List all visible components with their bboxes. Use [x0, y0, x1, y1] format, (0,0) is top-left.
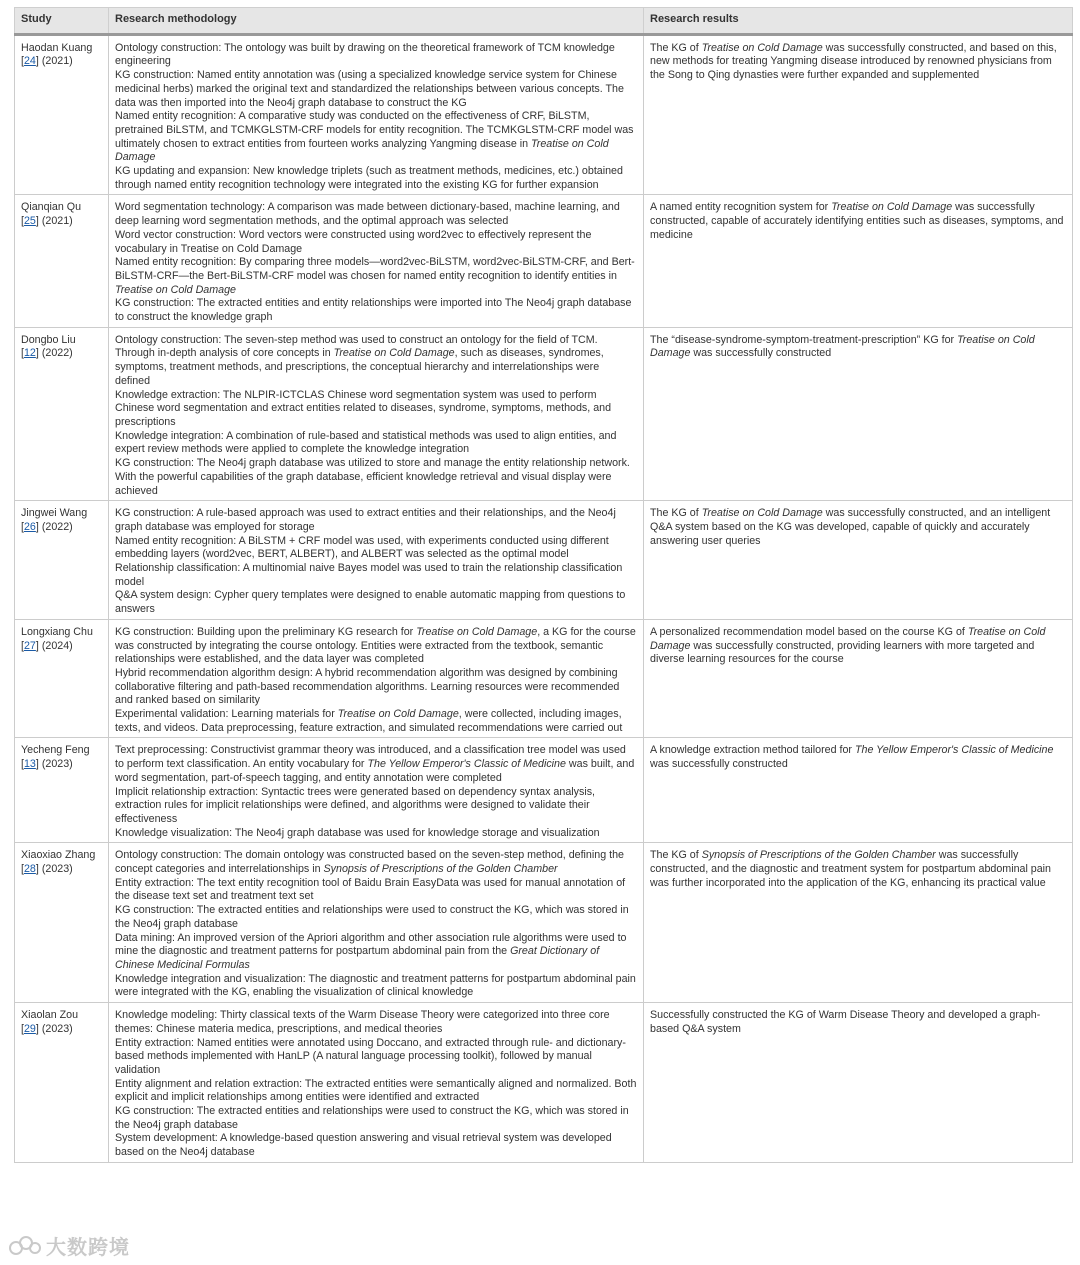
- methodology-item: [115, 1105, 637, 1132]
- text-segment: Relationship classification: A multinomial naive Bayes model was used to train the relationship classification model: [115, 562, 623, 588]
- text-segment: System development: A knowledge-based question answering and visual retrieval system was developed based on the Neo4j database: [115, 1132, 612, 1159]
- table-row: [15, 501, 1073, 620]
- methodology-cell: [109, 501, 644, 620]
- study-year: (2021): [41, 55, 73, 68]
- text-segment: Entity alignment and relation extraction: The extracted entities were semantically aligned and normalized. Both explicit and implicit relationships among entities were identified and extracted: [115, 1077, 637, 1104]
- methodology-item: [115, 744, 637, 785]
- text-segment: KG construction: The extracted entities and entity relationships were imported into The Neo4j graph database to construct the knowledge graph: [115, 297, 632, 324]
- text-segment: , were collected, including images, texts, and videos. Data preprocessing, feature extraction, and simulated recommendations were carried out: [115, 708, 623, 734]
- results-text: [650, 334, 1066, 361]
- ref-bracket-close: ]: [35, 758, 42, 771]
- methodology-item: [115, 535, 637, 562]
- ref-bracket-open: [: [21, 520, 24, 533]
- italic-title: Treatise on Cold Damage: [115, 283, 236, 296]
- methodology-item: [115, 165, 637, 192]
- methodology-item: [115, 827, 637, 841]
- table-row: [15, 34, 1073, 195]
- watermark: [8, 1231, 130, 1260]
- author-name: Yecheng Feng: [21, 744, 90, 757]
- text-segment: The “disease-syndrome-symptom-treatment-prescription” KG for: [650, 333, 958, 346]
- results-cell: [644, 843, 1073, 1003]
- results-text: [650, 507, 1066, 548]
- results-cell: [644, 195, 1073, 327]
- ref-bracket-open: [: [21, 1022, 24, 1035]
- author-name: Jingwei Wang: [21, 507, 88, 520]
- methodology-item: [115, 110, 637, 165]
- methodology-item: [115, 849, 637, 876]
- text-segment: Word vector construction: Word vectors were constructed using word2vec to effectively represent the vocabulary in Treatise on Cold Damage: [115, 228, 592, 255]
- ref-bracket-close: ]: [35, 639, 42, 652]
- ref-bracket-open: [: [21, 215, 24, 228]
- results-text: [650, 744, 1066, 771]
- reference-link[interactable]: 29: [23, 1022, 36, 1035]
- table-header-row: [15, 8, 1073, 35]
- italic-title: Treatise on Cold Damage: [115, 137, 609, 164]
- italic-title: Treatise on Cold Damage: [416, 625, 538, 638]
- text-segment: Knowledge visualization: The Neo4j graph database was used for knowledge storage and visualization: [115, 826, 600, 839]
- ref-bracket-open: [: [21, 347, 24, 360]
- table-body: [15, 34, 1073, 1162]
- reference-link[interactable]: 12: [23, 347, 36, 360]
- results-cell: [644, 619, 1073, 738]
- methodology-item: [115, 667, 637, 708]
- text-segment: KG construction: The Neo4j graph database was utilized to store and manage the entity relationship network. With the powerful capabilities of the graph database, efficient knowledge retrieval and visual display were achieved: [115, 457, 630, 497]
- text-segment: was successfully constructed, capable of accurately identifying entities such as diseases, symptoms, and medicine: [650, 201, 1064, 241]
- reference-link[interactable]: 28: [23, 863, 36, 876]
- methodology-item: [115, 430, 637, 457]
- methodology-cell: [109, 619, 644, 738]
- table-row: [15, 738, 1073, 843]
- results-text: [650, 849, 1066, 890]
- results-cell: [644, 1003, 1073, 1163]
- methodology-item: [115, 1037, 637, 1078]
- author-name: Qianqian Qu: [21, 201, 82, 214]
- methodology-cell: [109, 843, 644, 1003]
- ref-bracket-close: ]: [35, 215, 42, 228]
- text-segment: A personalized recommendation model based on the course KG of: [650, 625, 968, 638]
- header-results: Research results: [644, 8, 1073, 35]
- methodology-item: [115, 1132, 637, 1159]
- text-segment: was successfully constructed: [690, 347, 832, 360]
- text-segment: The KG of: [650, 41, 702, 54]
- results-cell: [644, 34, 1073, 195]
- study-year: (2023): [41, 1022, 73, 1035]
- ref-bracket-open: [: [21, 758, 24, 771]
- text-segment: was successfully constructed, and the diagnostic and treatment system for postpartum abdominal pain was further incorporated into the application of the KG, enhancing its practical value: [650, 849, 1052, 889]
- italic-title: Synopsis of Prescriptions of the Golden Chamber: [323, 863, 558, 876]
- italic-title: Treatise on Cold Damage: [650, 333, 1035, 360]
- header-methodology: Research methodology: [109, 8, 644, 35]
- text-segment: Entity extraction: Named entities were annotated using Doccano, and extracted through rule- and dictionary-based methods implemented with HanLP (A natural language processing toolkit), followed by manual validation: [115, 1036, 626, 1076]
- methodology-item: [115, 973, 637, 1000]
- ref-bracket-close: ]: [35, 55, 42, 68]
- author-name: Xiaoxiao Zhang: [21, 849, 96, 862]
- methodology-item: [115, 297, 637, 324]
- ref-bracket-open: [: [21, 639, 24, 652]
- methodology-item: [115, 1009, 637, 1036]
- author-name: Xiaolan Zou: [21, 1009, 79, 1022]
- methodology-cell: [109, 195, 644, 327]
- methodology-item: [115, 877, 637, 904]
- text-segment: was successfully constructed, and an intelligent Q&A system based on the KG was developed, capable of quickly and accurately answering user queries: [650, 507, 1051, 547]
- text-segment: was built, and word segmentation, part-of-speech tagging, and entity annotation were completed: [115, 758, 635, 784]
- text-segment: The KG of: [650, 507, 702, 520]
- italic-title: Treatise on Cold Damage: [701, 41, 823, 54]
- methodology-item: [115, 589, 637, 616]
- ref-bracket-close: ]: [35, 520, 42, 533]
- text-segment: A knowledge extraction method tailored for: [650, 744, 855, 757]
- methodology-item: [115, 507, 637, 534]
- text-segment: The KG of: [650, 849, 702, 862]
- study-year: (2024): [41, 639, 73, 652]
- methodology-item: [115, 42, 637, 69]
- text-segment: Experimental validation: Learning materials for: [115, 708, 338, 721]
- text-segment: Knowledge extraction: The NLPIR-ICTCLAS Chinese word segmentation system was used to perform Chinese word segmentation and extract entities related to diseases, syndrome, symptoms, methods, and prescriptions: [115, 388, 612, 428]
- study-cell: [15, 195, 109, 327]
- ref-bracket-close: ]: [35, 863, 42, 876]
- text-segment: Data mining: An improved version of the Apriori algorithm and other association rule algorithms were used to mine the diagnostic and treatment patterns for postpartum abdominal pain from the: [115, 931, 627, 958]
- table-row: [15, 195, 1073, 327]
- author-name: Longxiang Chu: [21, 625, 93, 638]
- text-segment: Knowledge integration: A combination of rule-based and statistical methods was used to align entities, and expert review methods were applied to complete the knowledge integration: [115, 429, 617, 456]
- table-row: [15, 843, 1073, 1003]
- reference-link[interactable]: 26: [23, 520, 36, 533]
- text-segment: A named entity recognition system for: [650, 201, 832, 214]
- text-segment: Implicit relationship extraction: Syntactic trees were generated based on dependency syntax analysis, extraction rules for implicit relationships were defined, and algorithms were designed to validate their effectiveness: [115, 785, 596, 825]
- italic-title: Treatise on Cold Damage: [701, 507, 823, 520]
- text-segment: Knowledge integration and visualization: The diagnostic and treatment patterns for postpartum abdominal pain were integrated with the KG, enabling the visualization of clinical knowledge: [115, 972, 636, 999]
- methodology-item: [115, 256, 637, 297]
- text-segment: Knowledge modeling: Thirty classical texts of the Warm Disease Theory were categorized into three core themes: Chinese materia medica, prescriptions, and medical theories: [115, 1009, 610, 1035]
- text-segment: , a KG for the course was constructed by integrating the course ontology. Entities were extracted from the textbook, semantic relationships were established, and the data layer was completed: [115, 625, 636, 666]
- text-segment: Word segmentation technology: A comparison was made between dictionary-based, machine learning, and deep learning word segmentation methods, and the optimal approach was selected: [115, 201, 620, 228]
- text-segment: Hybrid recommendation algorithm design: A hybrid recommendation algorithm was designed by combining collaborative filtering and path-based recommendation algorithms. Learning resources were recommended and ranked based on similarity: [115, 666, 620, 707]
- methodology-item: [115, 708, 637, 735]
- reference-link[interactable]: 24: [23, 55, 36, 68]
- study-cell: [15, 619, 109, 738]
- methodology-cell: [109, 327, 644, 500]
- ref-bracket-open: [: [21, 55, 24, 68]
- results-cell: [644, 738, 1073, 843]
- italic-title: The Yellow Emperor's Classic of Medicine: [854, 744, 1054, 757]
- results-cell: [644, 327, 1073, 500]
- results-text: [650, 42, 1066, 83]
- methodology-cell: [109, 34, 644, 195]
- methodology-item: [115, 201, 637, 228]
- study-year: (2021): [41, 215, 73, 228]
- text-segment: was successfully constructed: [650, 758, 788, 771]
- table-row: [15, 327, 1073, 500]
- text-segment: KG construction: The extracted entities and relationships were used to construct the KG, which was stored in the Neo4j graph database: [115, 1105, 629, 1131]
- methodology-item: [115, 69, 637, 110]
- results-text: [650, 1009, 1066, 1036]
- text-segment: Ontology construction: The ontology was built by drawing on the theoretical framework of TCM knowledge engineering: [115, 41, 615, 68]
- text-segment: was successfully constructed, providing learners with more targeted and diverse learning resources for the course: [650, 639, 1035, 666]
- reference-link[interactable]: 25: [23, 215, 36, 228]
- text-segment: was successfully constructed, and based on this, new methods for treating Yangming disease introduced by renowned physicians from the Song to Qing dynasties were further expanded and supplemented: [650, 41, 1057, 82]
- text-segment: KG construction: Building upon the preliminary KG research for: [115, 625, 417, 638]
- italic-title: Synopsis of Prescriptions of the Golden Chamber: [701, 849, 936, 862]
- results-text: [650, 201, 1066, 242]
- methodology-item: [115, 562, 637, 589]
- study-year: (2022): [41, 520, 73, 533]
- ref-bracket-close: ]: [35, 347, 42, 360]
- reference-link[interactable]: 13: [23, 758, 36, 771]
- text-segment: KG construction: The extracted entities and relationships were used to construct the KG, which was stored in the Neo4j graph database: [115, 904, 629, 930]
- study-cell: [15, 843, 109, 1003]
- text-segment: Entity extraction: The text entity recognition tool of Baidu Brain EasyData was used for manual annotation of the disease text set and treatment text set: [115, 876, 626, 903]
- watermark-text: 大数跨境: [46, 1237, 130, 1259]
- studies-table: [14, 7, 1073, 1163]
- text-segment: Named entity recognition: A BiLSTM + CRF model was used, with experiments conducted using different embedding layers (word2vec, BERT, ALBERT), and ALBERT was selected as the optimal model: [115, 534, 609, 561]
- methodology-item: [115, 626, 637, 667]
- methodology-cell: [109, 1003, 644, 1163]
- study-cell: [15, 738, 109, 843]
- table-row: [15, 619, 1073, 738]
- study-cell: [15, 501, 109, 620]
- text-segment: Successfully constructed the KG of Warm Disease Theory and developed a graph-based Q&A system: [650, 1009, 1041, 1035]
- text-segment: KG construction: A rule-based approach was used to extract entities and their relationships, and the Neo4j graph database was employed for storage: [115, 507, 616, 533]
- header-study: Study: [15, 8, 109, 35]
- italic-title: Treatise on Cold Damage: [650, 625, 1046, 652]
- italic-title: Treatise on Cold Damage: [337, 708, 459, 721]
- reference-link[interactable]: 27: [23, 639, 36, 652]
- text-segment: Named entity recognition: A comparative study was conducted on the effectiveness of CRF, BiLSTM, pretrained BiLSTM, and TCMKGLSTM-CRF models for entity recognition. The TCMKGLSTM-CRF model was ultimately chosen to extract entities from fourteen works analyzing Yangming disease in: [115, 110, 634, 150]
- italic-title: Great Dictionary of Chinese Medicinal Formulas: [115, 945, 600, 971]
- table-row: [15, 1003, 1073, 1163]
- methodology-item: [115, 786, 637, 827]
- ref-bracket-open: [: [21, 863, 24, 876]
- ref-bracket-close: ]: [35, 1022, 42, 1035]
- methodology-item: [115, 334, 637, 389]
- methodology-item: [115, 457, 637, 498]
- study-cell: [15, 1003, 109, 1163]
- text-segment: Q&A system design: Cypher query templates were designed to enable automatic mapping from questions to answers: [115, 589, 626, 616]
- study-cell: [15, 34, 109, 195]
- italic-title: Treatise on Cold Damage: [333, 347, 455, 360]
- methodology-cell: [109, 738, 644, 843]
- results-text: [650, 626, 1066, 667]
- methodology-item: [115, 932, 637, 973]
- methodology-item: [115, 229, 637, 256]
- study-year: (2023): [41, 758, 73, 771]
- methodology-item: [115, 904, 637, 931]
- author-name: Dongbo Liu: [21, 333, 76, 346]
- author-name: Haodan Kuang: [21, 41, 93, 54]
- text-segment: KG construction: Named entity annotation was (using a specialized knowledge service system for Chinese medicinal herbs) marked the original text and standardized the relationships between various concepts. The data was then imported into the Neo4j graph database to construct the KG: [115, 69, 624, 109]
- italic-title: Treatise on Cold Damage: [831, 201, 953, 214]
- text-segment: , such as diseases, syndromes, symptoms, treatment methods, and prescriptions, the conceptual hierarchy and interrelationships were defined: [115, 347, 604, 387]
- study-cell: [15, 327, 109, 500]
- text-segment: Named entity recognition: By comparing three models—word2vec-BiLSTM, word2vec-BiLSTM-CRF, and Bert-BiLSTM-CRF—the Bert-BiLSTM-CRF model was chosen for named entity recognition to identify entities in: [115, 256, 635, 282]
- watermark-logo-icon: [8, 1234, 42, 1258]
- study-year: (2022): [41, 347, 73, 360]
- text-segment: Text preprocessing: Constructivist grammar theory was introduced, and a classification tree model was used to perform text classification. An entity vocabulary for: [115, 744, 626, 771]
- methodology-item: [115, 389, 637, 430]
- methodology-item: [115, 1078, 637, 1105]
- study-year: (2023): [41, 863, 73, 876]
- italic-title: The Yellow Emperor's Classic of Medicine: [367, 758, 566, 771]
- text-segment: KG updating and expansion: New knowledge triplets (such as treatment methods, medicines, etc.) obtained through named entity recognition technology were integrated into the existing KG for further expansion: [115, 165, 623, 191]
- text-segment: Ontology construction: The seven-step method was used to construct an ontology for the field of TCM. Through in-depth analysis of core concepts in: [115, 333, 598, 360]
- text-segment: Ontology construction: The domain ontology was constructed based on the seven-step method, defining the concept categories and interrelationships in: [115, 849, 624, 876]
- results-cell: [644, 501, 1073, 620]
